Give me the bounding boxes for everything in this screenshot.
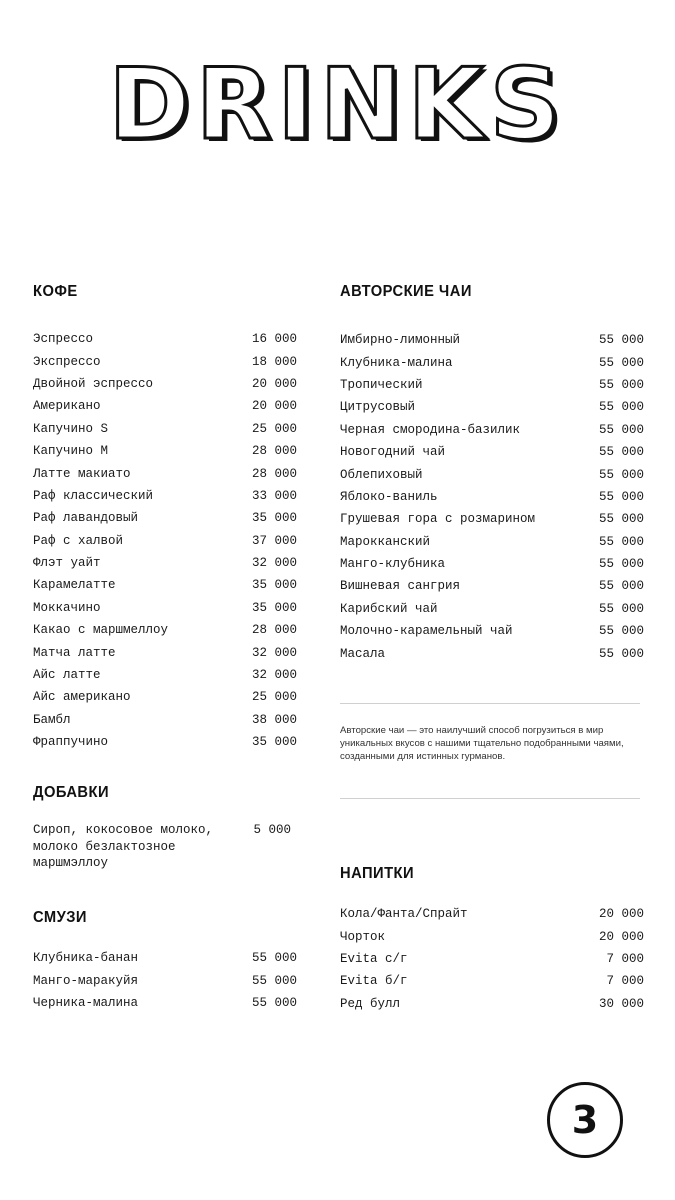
menu-item-name: Цитрусовый — [340, 400, 416, 415]
menu-item-name: Манго-маракуйя — [33, 973, 139, 988]
menu-item-price: 55 000 — [598, 534, 644, 549]
menu-item — [33, 507, 297, 529]
menu-item-name: Черная смородина-базилик — [340, 422, 521, 437]
menu-item-price: 38 000 — [251, 712, 297, 727]
teas-note: Авторские чаи — это наилучший способ погрузиться в мир уникальных вкусов с нашими тщательно подобранными чаями, созданными для истинных гурманов. — [340, 725, 624, 763]
menu-item-name: Раф лавандовый — [33, 511, 139, 526]
section-heading-coffee: КОФЕ — [33, 283, 78, 300]
menu-item-name: Фраппучино — [33, 735, 109, 750]
menu-item-price: 55 000 — [598, 624, 644, 639]
section-heading-teas: АВТОРСКИЕ ЧАИ — [340, 283, 472, 300]
menu-item-price: 35 000 — [251, 600, 297, 615]
menu-item — [33, 597, 297, 619]
menu-item — [33, 664, 297, 686]
section-heading-smoothies: СМУЗИ — [33, 909, 87, 926]
menu-item — [340, 948, 644, 970]
page-title: DRINKS — [108, 48, 567, 162]
menu-item — [33, 992, 297, 1014]
menu-item-price: 20 000 — [251, 399, 297, 414]
section-smoothies — [33, 909, 297, 1014]
menu-item-name: Масала — [340, 646, 386, 661]
menu-item-name: Клубника-малина — [340, 355, 453, 370]
menu-item — [33, 574, 297, 596]
menu-item-price: 20 000 — [598, 907, 644, 922]
addition-price: 5 000 — [253, 823, 291, 837]
menu-item-name: Evita с/г — [340, 951, 408, 966]
menu-item — [33, 731, 297, 753]
menu-item-name: Карамелатте — [33, 578, 116, 593]
menu-item-name: Эспрессо — [33, 332, 94, 347]
menu-item — [33, 350, 297, 372]
menu-item — [340, 620, 644, 642]
menu-item-name: Облепиховый — [340, 467, 423, 482]
menu-item-name: Новогодний чай — [340, 445, 446, 460]
smoothies-list — [33, 947, 297, 1014]
menu-item-price: 32 000 — [251, 668, 297, 683]
menu-item-price: 55 000 — [598, 512, 644, 527]
menu-item-name: Раф классический — [33, 488, 154, 503]
section-heading-additions: ДОБАВКИ — [33, 784, 110, 801]
menu-item-name: Яблоко-ваниль — [340, 489, 438, 504]
menu-item — [33, 686, 297, 708]
menu-item-price: 55 000 — [598, 355, 644, 370]
page-number-badge — [547, 1082, 623, 1158]
menu-item-price: 20 000 — [251, 376, 297, 391]
menu-item-name: Грушевая гора с розмарином — [340, 512, 536, 527]
menu-item — [340, 329, 644, 351]
menu-item — [33, 947, 297, 969]
menu-item-name: Флэт уайт — [33, 556, 101, 571]
menu-item-price: 7 000 — [606, 974, 644, 989]
menu-item-name: Черника-малина — [33, 995, 139, 1010]
menu-item-price: 55 000 — [251, 951, 297, 966]
menu-item-name: Американо — [33, 399, 101, 414]
menu-item — [340, 575, 644, 597]
section-drinks — [340, 865, 644, 1015]
divider — [340, 703, 640, 704]
menu-item — [33, 395, 297, 417]
menu-item-name: Кола/Фанта/Спрайт — [340, 907, 468, 922]
menu-item — [340, 903, 644, 925]
menu-item — [340, 925, 644, 947]
menu-item-name: Двойной эспрессо — [33, 376, 154, 391]
section-coffee — [33, 283, 297, 753]
menu-item-name: Evita б/г — [340, 974, 408, 989]
menu-item-name: Имбирно-лимонный — [340, 333, 461, 348]
menu-item-price: 55 000 — [598, 646, 644, 661]
menu-item-price: 28 000 — [251, 623, 297, 638]
menu-item — [340, 598, 644, 620]
menu-item-price: 7 000 — [606, 951, 644, 966]
menu-item — [33, 969, 297, 991]
menu-item — [340, 970, 644, 992]
menu-item-price: 35 000 — [251, 511, 297, 526]
menu-item — [340, 531, 644, 553]
addition-item — [33, 822, 297, 872]
menu-item-price: 30 000 — [598, 996, 644, 1011]
menu-item — [340, 553, 644, 575]
divider — [340, 798, 640, 799]
section-teas — [340, 283, 644, 665]
menu-item-price: 55 000 — [598, 333, 644, 348]
menu-item-price: 33 000 — [251, 488, 297, 503]
menu-item-name: Айс латте — [33, 668, 101, 683]
menu-item-name: Клубника-банан — [33, 951, 139, 966]
menu-item-name: Латте макиато — [33, 466, 131, 481]
menu-item-price: 55 000 — [251, 973, 297, 988]
addition-name: Сироп, кокосовое молоко, молоко безлактозное маршмэллоу — [33, 823, 214, 870]
menu-item-name: Тропический — [340, 377, 423, 392]
menu-item-price: 55 000 — [598, 557, 644, 572]
teas-list — [340, 329, 644, 665]
menu-item-name: Карибский чай — [340, 601, 438, 616]
menu-item — [33, 440, 297, 462]
menu-item — [33, 373, 297, 395]
menu-item — [340, 351, 644, 373]
menu-item — [33, 462, 297, 484]
menu-item-price: 55 000 — [598, 467, 644, 482]
menu-item — [340, 993, 644, 1015]
menu-item-name: Чорток — [340, 929, 386, 944]
menu-item-name: Моккачино — [33, 600, 101, 615]
menu-item-name: Капучино S — [33, 421, 109, 436]
menu-item-name: Капучино M — [33, 444, 109, 459]
menu-item-price: 35 000 — [251, 735, 297, 750]
menu-item — [33, 418, 297, 440]
menu-item-name: Манго-клубника — [340, 557, 446, 572]
menu-item — [340, 441, 644, 463]
menu-item-price: 55 000 — [598, 377, 644, 392]
menu-item — [340, 419, 644, 441]
menu-item — [340, 374, 644, 396]
menu-item — [33, 552, 297, 574]
menu-item-price: 55 000 — [598, 445, 644, 460]
menu-item-name: Айс американо — [33, 690, 131, 705]
menu-item — [340, 642, 644, 664]
menu-item-name: Ред булл — [340, 996, 401, 1011]
menu-item-name: Молочно-карамельный чай — [340, 624, 513, 639]
menu-item-price: 32 000 — [251, 645, 297, 660]
menu-item-price: 25 000 — [251, 421, 297, 436]
menu-item-price: 28 000 — [251, 444, 297, 459]
menu-item-price: 55 000 — [598, 601, 644, 616]
menu-item — [340, 463, 644, 485]
menu-item-price: 37 000 — [251, 533, 297, 548]
menu-item-price: 55 000 — [598, 422, 644, 437]
menu-item-name: Матча латте — [33, 645, 116, 660]
section-heading-drinks: НАПИТКИ — [340, 865, 415, 882]
menu-item — [33, 530, 297, 552]
menu-item — [33, 328, 297, 350]
menu-item-name: Вишневая сангрия — [340, 579, 461, 594]
menu-item-price: 16 000 — [251, 332, 297, 347]
menu-item-name: Бамбл — [33, 712, 71, 727]
menu-item — [33, 485, 297, 507]
menu-item — [33, 619, 297, 641]
menu-item — [33, 709, 297, 731]
menu-item — [340, 508, 644, 530]
menu-item-price: 55 000 — [251, 995, 297, 1010]
menu-item-price: 55 000 — [598, 400, 644, 415]
page-number: 3 — [571, 1098, 599, 1142]
section-additions — [33, 784, 297, 872]
menu-item-price: 18 000 — [251, 354, 297, 369]
menu-item-price: 20 000 — [598, 929, 644, 944]
menu-item — [340, 396, 644, 418]
menu-item-name: Экспрессо — [33, 354, 101, 369]
menu-item — [33, 641, 297, 663]
menu-item-price: 55 000 — [598, 489, 644, 504]
coffee-list — [33, 328, 297, 753]
menu-item-name: Какао с маршмеллоу — [33, 623, 169, 638]
menu-item-price: 32 000 — [251, 556, 297, 571]
menu-item-price: 55 000 — [598, 579, 644, 594]
menu-item — [340, 486, 644, 508]
menu-item-price: 28 000 — [251, 466, 297, 481]
drinks-list — [340, 903, 644, 1015]
menu-item-name: Раф с халвой — [33, 533, 124, 548]
menu-item-name: Марокканский — [340, 534, 431, 549]
menu-item-price: 25 000 — [251, 690, 297, 705]
menu-item-price: 35 000 — [251, 578, 297, 593]
